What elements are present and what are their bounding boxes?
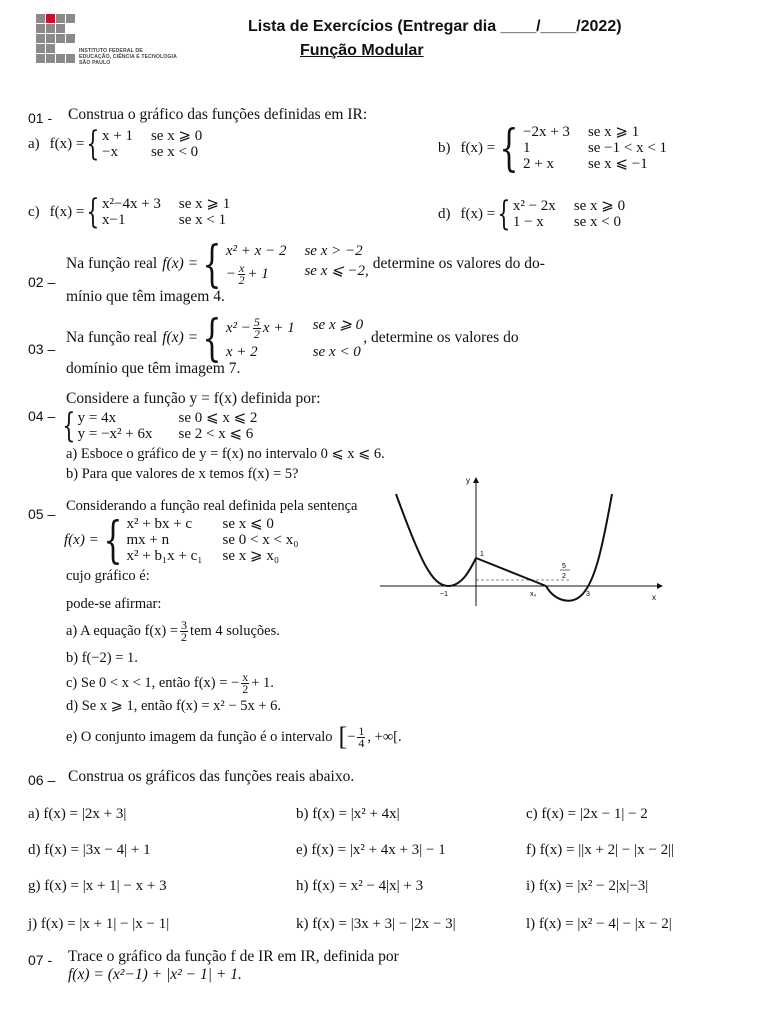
piece-expr: x² + bx + c bbox=[126, 516, 193, 532]
piece-cond: se x < 0 bbox=[312, 343, 361, 360]
piece-cond: se 0 ⩽ x ⩽ 2 bbox=[178, 410, 258, 426]
question-05-can-say: pode-se afirmar: bbox=[66, 596, 162, 612]
item-label: a) bbox=[28, 135, 40, 152]
fraction: $\frac{x}{2}$ bbox=[238, 260, 245, 287]
text: Na função real bbox=[66, 329, 158, 346]
label-minus-one: −1 bbox=[440, 591, 448, 598]
piece-cond: se x < 1 bbox=[178, 212, 227, 228]
function-lhs: f(x) = bbox=[460, 139, 496, 156]
function-lhs: f(x) = bbox=[460, 205, 496, 222]
piece-cond: se x < 0 bbox=[573, 214, 622, 230]
question-07-statement: Trace o gráfico da função f de IR em IR, definida por bbox=[68, 948, 399, 965]
piece-expr: y = −x² + 6x bbox=[77, 426, 153, 442]
brace: { bbox=[86, 124, 100, 164]
question-number-06: 06 – bbox=[28, 772, 56, 788]
q06-item-h: h) f(x) = x² − 4|x| + 3 bbox=[296, 878, 424, 894]
piece-expr: x² + x − 2 bbox=[225, 242, 287, 259]
brace: { bbox=[202, 235, 222, 293]
piece-cond: se x > −2 bbox=[304, 242, 363, 259]
brace: { bbox=[202, 309, 222, 367]
q01-item-c bbox=[28, 192, 231, 232]
q06-item-e: e) f(x) = |x² + 4x + 3| − 1 bbox=[296, 842, 446, 858]
fraction: $\frac{1}{4}$ bbox=[358, 723, 365, 750]
piece-expr: x + 2 bbox=[225, 343, 258, 360]
piece-cond: se 2 < x ⩽ 6 bbox=[178, 426, 254, 442]
text: Na função real bbox=[66, 255, 158, 272]
brace: { bbox=[103, 511, 123, 569]
piece-expr: −x bbox=[102, 144, 118, 160]
question-05-system bbox=[64, 511, 299, 569]
question-04-intro: Considere a função y = f(x) definida por: bbox=[66, 390, 321, 407]
question-06-items bbox=[28, 806, 754, 946]
question-04-system bbox=[60, 406, 258, 446]
q06-item-f: f) f(x) = ||x + 2| − |x − 2|| bbox=[526, 842, 675, 858]
piece-cond: se x ⩾ 1 bbox=[178, 196, 231, 212]
question-04-part-b: b) Para que valores de x temos f(x) = 5? bbox=[66, 466, 299, 482]
text: determine os valores do do- bbox=[372, 255, 545, 272]
function-lhs: f(x) = bbox=[64, 531, 99, 548]
item-label: b) bbox=[438, 139, 451, 156]
q01-item-d bbox=[438, 194, 626, 234]
fraction: $\frac{x}{2}$ bbox=[242, 670, 249, 696]
fraction: $\frac{3}{2}$ bbox=[181, 618, 188, 644]
question-05-intro: Considerando a função real definida pela sentença bbox=[66, 498, 358, 514]
piece-cond: se x ⩾ 0 bbox=[150, 128, 203, 144]
question-number-03: 03 – bbox=[28, 341, 56, 357]
q06-item-g: g) f(x) = |x + 1| − x + 3 bbox=[28, 878, 167, 894]
question-05-option-a: a) A equação f(x) = $\frac{3}{2}$ tem 4 soluções. bbox=[66, 618, 280, 644]
q06-item-i: i) f(x) = |x² − 2|x|−3| bbox=[526, 878, 649, 894]
brace: { bbox=[86, 192, 100, 232]
brace: { bbox=[62, 406, 76, 446]
question-number-05: 05 – bbox=[28, 506, 56, 522]
question-03-statement bbox=[66, 309, 519, 367]
question-02-line2: mínio que têm imagem 4. bbox=[66, 288, 225, 305]
question-05-graph bbox=[380, 470, 670, 610]
label-two: 2 bbox=[562, 573, 566, 580]
page-subtitle: Função Modular bbox=[300, 42, 424, 59]
piece-cond: se x < 0 bbox=[150, 144, 199, 160]
piece-expr: −2x + 3 bbox=[523, 124, 570, 140]
q06-item-j: j) f(x) = |x + 1| − |x − 1| bbox=[28, 916, 170, 932]
piece-expr: − $\frac{x}{2}$ + 1 bbox=[225, 260, 269, 287]
q06-item-c: c) f(x) = |2x − 1| − 2 bbox=[526, 806, 648, 822]
piece-expr: x²−4x + 3 bbox=[102, 196, 161, 212]
piece-expr: mx + n bbox=[126, 532, 170, 548]
piece-expr: 1 − x bbox=[512, 214, 544, 230]
piece-cond: se x ⩾ 0 bbox=[573, 198, 626, 214]
piece-expr: x² + b₁x + c₁ bbox=[126, 548, 203, 564]
question-number-07: 07 - bbox=[28, 952, 53, 968]
institution-logo bbox=[36, 14, 186, 74]
q06-item-l: l) f(x) = |x² − 4| − |x − 2| bbox=[526, 916, 672, 932]
question-07-expression: f(x) = (x²−1) + |x² − 1| + 1. bbox=[68, 966, 242, 983]
question-number-01: 01 - bbox=[28, 110, 53, 126]
curve-right-parabola bbox=[546, 494, 612, 601]
question-06-statement: Construa os gráficos das funções reais abaixo. bbox=[68, 768, 355, 785]
question-05-option-d: d) Se x ⩾ 1, então f(x) = x² − 5x + 6. bbox=[66, 698, 281, 714]
item-label: c) bbox=[28, 203, 40, 220]
question-05-graph-intro: cujo gráfico é: bbox=[66, 568, 150, 584]
piece-cond: se x ⩽ 0 bbox=[222, 516, 274, 532]
piece-expr: x² − $\frac{5}{2}$ x + 1 bbox=[225, 314, 295, 341]
curve-left-parabola bbox=[396, 494, 476, 586]
piece-expr: 2 + x bbox=[523, 156, 554, 172]
piece-expr: x + 1 bbox=[102, 128, 133, 144]
institution-name: INSTITUTO FEDERAL DE EDUCAÇÃO, CIÊNCIA E TECNOLOGIA SÃO PAULO bbox=[79, 48, 177, 67]
q06-item-a: a) f(x) = |2x + 3| bbox=[28, 806, 127, 822]
question-05-option-e: e) O conjunto imagem da função é o intervalo [ − $\frac{1}{4}$ , +∞[. bbox=[66, 722, 402, 751]
brace: { bbox=[499, 119, 519, 177]
question-04-part-a: a) Esboce o gráfico de y = f(x) no intervalo 0 ⩽ x ⩽ 6. bbox=[66, 446, 385, 462]
question-03-line2: domínio que têm imagem 7. bbox=[66, 360, 241, 377]
label-x0: x₀ bbox=[530, 591, 537, 598]
q06-item-d: d) f(x) = |3x − 4| + 1 bbox=[28, 842, 151, 858]
curve-line-segment bbox=[476, 558, 546, 586]
piece-cond: se x ⩾ 0 bbox=[312, 316, 364, 333]
question-01-statement: Construa o gráfico das funções definidas em IR: bbox=[68, 106, 368, 123]
piece-cond: se 0 < x < x₀ bbox=[222, 532, 299, 548]
piece-cond: se x ⩾ 1 bbox=[587, 124, 640, 140]
item-label: d) bbox=[438, 205, 451, 222]
question-number-02: 02 – bbox=[28, 274, 56, 290]
label-three: 3 bbox=[586, 591, 590, 598]
text: , determine os valores do bbox=[363, 329, 519, 346]
function-lhs: f(x) = bbox=[49, 203, 85, 220]
piece-expr: 1 bbox=[523, 140, 531, 156]
label-one: 1 bbox=[480, 551, 484, 558]
q06-item-b: b) f(x) = |x² + 4x| bbox=[296, 806, 400, 822]
piece-cond: se x ⩾ x₀ bbox=[222, 548, 280, 564]
function-lhs: f(x) = bbox=[49, 135, 85, 152]
piece-cond: se −1 < x < 1 bbox=[587, 140, 668, 156]
piece-cond: se x ⩽ −2, bbox=[304, 262, 369, 279]
q01-item-b bbox=[438, 119, 668, 177]
piece-expr: y = 4x bbox=[77, 410, 117, 426]
q01-item-a bbox=[28, 124, 203, 164]
x-axis-label: x bbox=[652, 593, 656, 602]
question-02-statement bbox=[66, 235, 545, 293]
question-05-option-c: c) Se 0 < x < 1, então f(x) = − $\frac{x}{2}$ + 1. bbox=[66, 670, 274, 696]
q06-item-k: k) f(x) = |3x + 3| − |2x − 3| bbox=[296, 916, 456, 932]
brace: { bbox=[497, 194, 511, 234]
fraction: $\frac{5}{2}$ bbox=[253, 314, 260, 341]
question-05-option-b: b) f(−2) = 1. bbox=[66, 650, 138, 666]
function-lhs: f(x) = bbox=[162, 329, 199, 346]
label-five: 5 bbox=[562, 563, 566, 570]
piece-cond: se x ⩽ −1 bbox=[587, 156, 648, 172]
piece-expr: x−1 bbox=[102, 212, 126, 228]
page-title: Lista de Exercícios (Entregar dia ____/____/2022) bbox=[248, 18, 622, 35]
function-lhs: f(x) = bbox=[162, 255, 199, 272]
question-number-04: 04 – bbox=[28, 408, 56, 424]
piece-expr: x² − 2x bbox=[512, 198, 556, 214]
y-axis-label: y bbox=[466, 476, 470, 485]
